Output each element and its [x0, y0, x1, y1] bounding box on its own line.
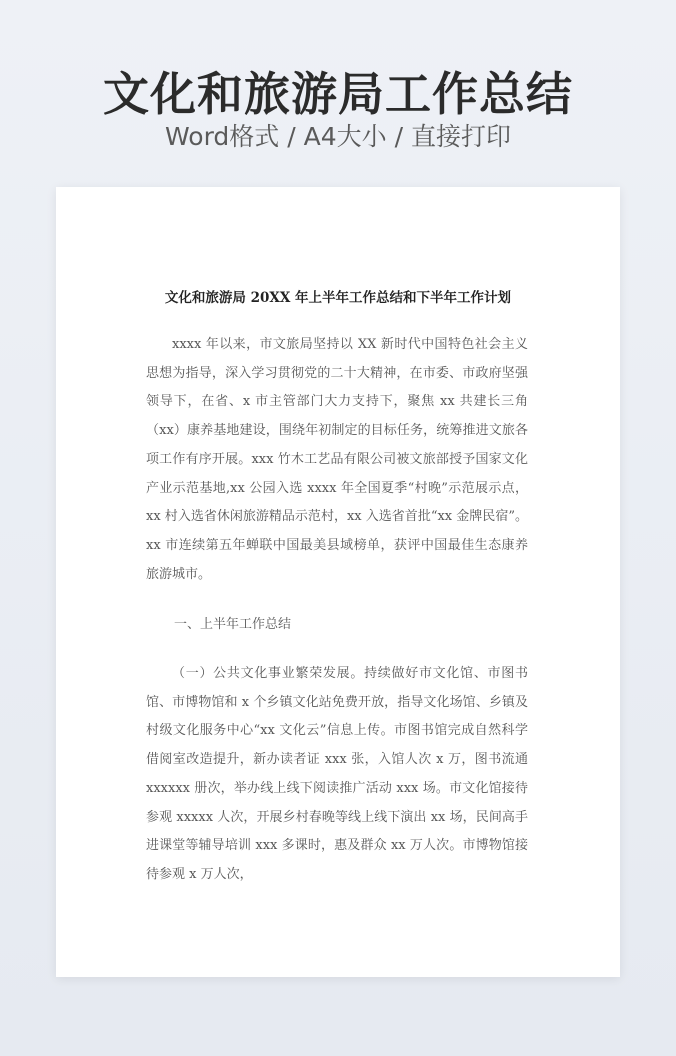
section-heading: 一、上半年工作总结 [174, 617, 292, 632]
banner-subtitle: Word格式 / A4大小 / 直接打印 [165, 122, 511, 151]
paragraph-intro: xxxx 年以来，市文旅局坚持以 XX 新时代中国特色社会主义思想为指导，深入学习贯彻党的二十大精神，在市委、市政府坚强领导下，在省、x 市主管部门大力支持下，聚焦 xx 共建长三角（xx）康养基地建设，围绕年初制定的目标任务，统筹推进文旅各项工作有序开展。xxx 竹木工艺品有限公司被文旅部授予国家文化产业示范基地,xx 公园入选 xxxx 年全国夏季“村晚”示范展示点，xx 村入选省休闲旅游精品示范村，xx 入选省首批“xx 金牌民宿”。xx 市连续第五年蝉联中国最美县域榜单，获评中国最佳生态康养旅游城市。 [146, 337, 528, 582]
paragraph-public-culture: （一）公共文化事业繁荣发展。持续做好市文化馆、市图书馆、市博物馆和 x 个乡镇文化站免费开放，指导文化场馆、乡镇及村级文化服务中心“xx 文化云”信息上传。市图书馆完成自然科学借阅室改造提升，新办读者证 xxx 张，入馆人次 x 万，图书流通 xxxxxx 册次，举办线上线下阅读推广活动 xxx 场。市文化馆接待参观 xxxxx 人次，开展乡村春晚等线上线下演出 xx 场，民间高手进课堂等辅导培训 xxx 多课时，惠及群众 xx 万人次。市博物馆接待参观 x 万人次， [146, 666, 528, 882]
document-title: 文化和旅游局 20XX 年上半年工作总结和下半年工作计划 [164, 290, 512, 306]
document-page [56, 187, 620, 977]
banner-title: 文化和旅游局工作总结 [103, 67, 573, 121]
